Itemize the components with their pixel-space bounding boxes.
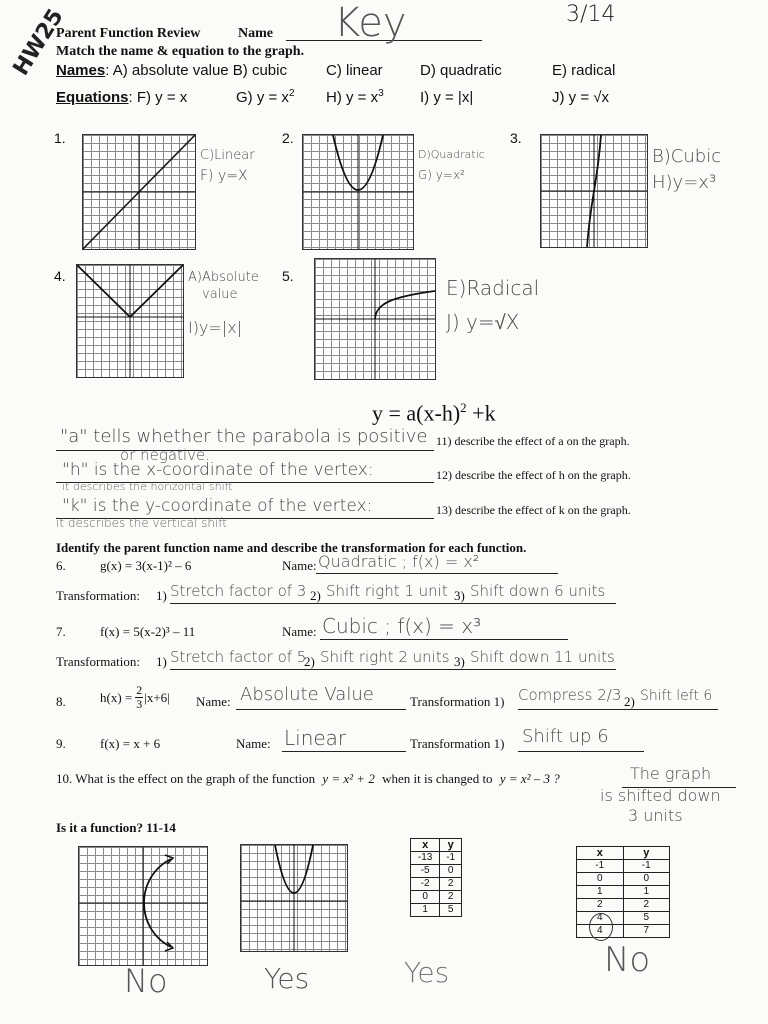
p6-transform-line[interactable] xyxy=(170,603,616,604)
graph-1-linear xyxy=(82,134,196,250)
graph-1-answer-name: C)Linear xyxy=(200,148,255,163)
hw-mark: HW25 xyxy=(8,4,69,81)
q13-answer-2: it describes the vertical shift xyxy=(56,516,228,530)
p8-function: h(x) = $\frac{2}{3}$ |x+6| xyxy=(100,683,170,711)
p7-name-answer: Cubic ; f(x) = x³ xyxy=(322,614,482,638)
table-header-y: y xyxy=(623,847,670,860)
function-check-graph-2 xyxy=(240,844,348,952)
name-b: B) cubic xyxy=(232,62,287,79)
graph-2-answer-equation: G) y=x² xyxy=(418,168,465,182)
table-cell-y: 2 xyxy=(440,878,462,891)
p7-transform-3: Shift down 11 units xyxy=(470,648,615,666)
table-cell-x: -5 xyxy=(411,865,440,878)
p9-name-answer: Linear xyxy=(284,726,347,750)
table-cell-x: 0 xyxy=(411,891,440,904)
graph-3-cubic xyxy=(540,134,648,248)
circled-x-values xyxy=(589,913,613,941)
p8-transform-2: Shift left 6 xyxy=(640,688,713,704)
table-row xyxy=(577,873,670,886)
q12-answer-2: it describes the horizontal shift xyxy=(62,480,233,493)
p7-t1-label: 1) xyxy=(156,654,167,669)
graph-4-answer-equation: I)y=|x| xyxy=(188,318,243,337)
graph-3-number: 3. xyxy=(510,130,522,146)
equation-i: I) y = |x| xyxy=(420,89,474,106)
graph-5-radical xyxy=(314,258,436,380)
vertex-form-equation: $y = a(x-h)^2 +k$ xyxy=(372,400,496,426)
equation-j: J) y = √x xyxy=(552,89,609,106)
identify-heading: Identify the parent function name and describe the transformation for each function. xyxy=(56,540,527,555)
p9-transform-1: Shift up 6 xyxy=(522,726,609,747)
table-header-x: x xyxy=(577,847,624,860)
q11-question: 11) describe the effect of a on the graph. xyxy=(436,434,630,448)
table-row xyxy=(411,839,462,852)
p6-name-label: Name: xyxy=(282,558,317,573)
worksheet-title: Parent Function Review xyxy=(56,26,201,41)
p6-number: 6. xyxy=(56,558,66,573)
table-cell-y: 5 xyxy=(623,912,670,925)
p6-t2-label: 2) xyxy=(310,588,321,603)
table-row xyxy=(411,865,462,878)
q10-answer-1: The graph xyxy=(630,764,712,783)
p7-transform-1: Stretch factor of 5 xyxy=(170,648,307,666)
name-d: D) quadratic xyxy=(420,62,502,79)
name-c: C) linear xyxy=(326,62,383,79)
function-check-table-1 xyxy=(410,838,462,917)
p9-transformation-label: Transformation 1) xyxy=(410,736,505,751)
table-cell-x: 4 xyxy=(577,925,624,938)
p7-function: f(x) = 5(x-2)³ – 11 xyxy=(100,624,196,639)
q10-answer-3: 3 units xyxy=(628,806,683,825)
function-check-graph-1 xyxy=(78,846,208,966)
equations-label: Equations xyxy=(56,89,129,106)
graph-5-answer-name: E)Radical xyxy=(446,276,540,300)
equations-row: Equations: F) y = x xyxy=(56,89,188,106)
p7-t3-label: 3) xyxy=(454,654,465,669)
name-a: A) absolute value xyxy=(112,62,229,79)
p9-transform-line[interactable] xyxy=(518,751,644,752)
q11-answer: "a" tells whether the parabola is positive xyxy=(60,426,428,447)
table-cell-x: -2 xyxy=(411,878,440,891)
table-row xyxy=(577,886,670,899)
table-header-x: x xyxy=(411,839,440,852)
equation-f: F) y = x xyxy=(136,89,188,106)
q11-answer-line[interactable] xyxy=(56,450,434,451)
table-row xyxy=(411,891,462,904)
p9-name-line[interactable] xyxy=(282,751,406,752)
p7-number: 7. xyxy=(56,624,66,639)
table-row xyxy=(577,899,670,912)
graph-3-answer-equation: H)y=x³ xyxy=(652,172,717,193)
p8-number: 8. xyxy=(56,694,66,709)
table-cell-x: 2 xyxy=(577,899,624,912)
p6-function: g(x) = 3(x-1)² – 6 xyxy=(100,558,192,573)
q13-answer: "k" is the y-coordinate of the vertex: xyxy=(62,496,373,516)
table-cell-x: -13 xyxy=(411,852,440,865)
graph-2-answer-name: D)Quadratic xyxy=(418,148,485,161)
p7-t2-label: 2) xyxy=(304,654,315,669)
table-cell-y: 0 xyxy=(623,873,670,886)
p8-name-answer: Absolute Value xyxy=(240,684,374,705)
p6-t3-label: 3) xyxy=(454,588,465,603)
table-cell-x: 4 xyxy=(577,912,624,925)
p6-transform-3: Shift down 6 units xyxy=(470,582,606,600)
names-row: Names: A) absolute value B) cubic xyxy=(56,62,287,79)
table-cell-x: 0 xyxy=(577,873,624,886)
function-check-heading: Is it a function? 11-14 xyxy=(56,820,176,835)
table-row xyxy=(577,847,670,860)
p9-function: f(x) = x + 6 xyxy=(100,736,161,751)
instruction: Match the name & equation to the graph. xyxy=(56,44,305,59)
p9-number: 9. xyxy=(56,736,66,751)
p6-transformation-label: Transformation: xyxy=(56,588,141,603)
equation-h: H) $y = x^3$ xyxy=(326,88,384,106)
q10-text: 10. What is the effect on the graph of the function y = x² + 2 when it is changed to y = x² – 3 ? xyxy=(56,771,560,786)
name-label: Name xyxy=(238,26,273,41)
graph-4-answer-name: A)Absolute xyxy=(188,270,259,285)
table-cell-y: 1 xyxy=(623,886,670,899)
q12-question: 12) describe the effect of h on the graph. xyxy=(436,468,631,482)
p9-name-label: Name: xyxy=(236,736,271,751)
p6-name-line[interactable] xyxy=(316,573,558,574)
graph-1-number: 1. xyxy=(54,130,66,146)
p6-transform-2: Shift right 1 unit xyxy=(326,582,448,600)
table-cell-y: -1 xyxy=(440,852,462,865)
table-cell-y: 0 xyxy=(440,865,462,878)
graph-5-answer-equation: J) y=√X xyxy=(446,310,520,334)
function-check-answer-4: No xyxy=(604,940,651,980)
p8-name-line[interactable] xyxy=(236,709,406,710)
p6-t1-label: 1) xyxy=(156,588,167,603)
p6-name-answer: Quadratic ; f(x) = x² xyxy=(318,552,480,571)
function-check-answer-3: Yes xyxy=(404,956,450,989)
table-row xyxy=(411,878,462,891)
p8-transform-1: Compress 2/3 xyxy=(518,686,622,704)
name-e: E) radical xyxy=(552,62,616,79)
graph-2-number: 2. xyxy=(282,130,294,146)
graph-4-absolute-value xyxy=(76,264,184,378)
q13-question: 13) describe the effect of k on the graph. xyxy=(436,503,631,517)
table-row xyxy=(411,852,462,865)
table-cell-y: 7 xyxy=(623,925,670,938)
equation-g: G) $y = x^2$ xyxy=(236,88,295,106)
name-value: Key xyxy=(334,0,407,46)
p7-transform-line[interactable] xyxy=(170,669,616,670)
graph-2-quadratic xyxy=(302,134,414,250)
p7-transformation-label: Transformation: xyxy=(56,654,141,669)
names-label: Names xyxy=(56,62,106,79)
p8-t2-label: 2) xyxy=(624,694,635,709)
table-row xyxy=(577,860,670,873)
function-check-answer-1: No xyxy=(124,962,168,1000)
p7-name-line[interactable] xyxy=(320,639,568,640)
p8-transformation-label: Transformation 1) xyxy=(410,694,505,709)
table-cell-y: 2 xyxy=(440,891,462,904)
p8-name-label: Name: xyxy=(196,694,231,709)
table-cell-y: 5 xyxy=(440,904,462,917)
p7-name-label: Name: xyxy=(282,624,317,639)
table-cell-y: -1 xyxy=(623,860,670,873)
graph-4-answer-name-2: value xyxy=(202,287,238,302)
table-row xyxy=(411,904,462,917)
date: 3/14 xyxy=(566,2,616,27)
p7-transform-2: Shift right 2 units xyxy=(320,648,450,666)
graph-3-answer-name: B)Cubic xyxy=(652,146,722,167)
graph-5-number: 5. xyxy=(282,268,294,284)
table-cell-x: 1 xyxy=(411,904,440,917)
table-cell-x: 1 xyxy=(577,886,624,899)
table-cell-x: -1 xyxy=(577,860,624,873)
q11-answer-2: or negative. xyxy=(120,446,210,464)
graph-1-answer-equation: F) y=X xyxy=(200,168,248,184)
table-cell-y: 2 xyxy=(623,899,670,912)
function-check-answer-2: Yes xyxy=(264,962,310,995)
q10-answer-2: is shifted down xyxy=(600,786,721,805)
graph-4-number: 4. xyxy=(54,268,66,284)
table-header-y: y xyxy=(440,839,462,852)
p6-transform-1: Stretch factor of 3 xyxy=(170,582,307,600)
p8-transform-line[interactable] xyxy=(518,709,718,710)
q12-answer: "h" is the x-coordinate of the vertex: xyxy=(62,460,374,480)
